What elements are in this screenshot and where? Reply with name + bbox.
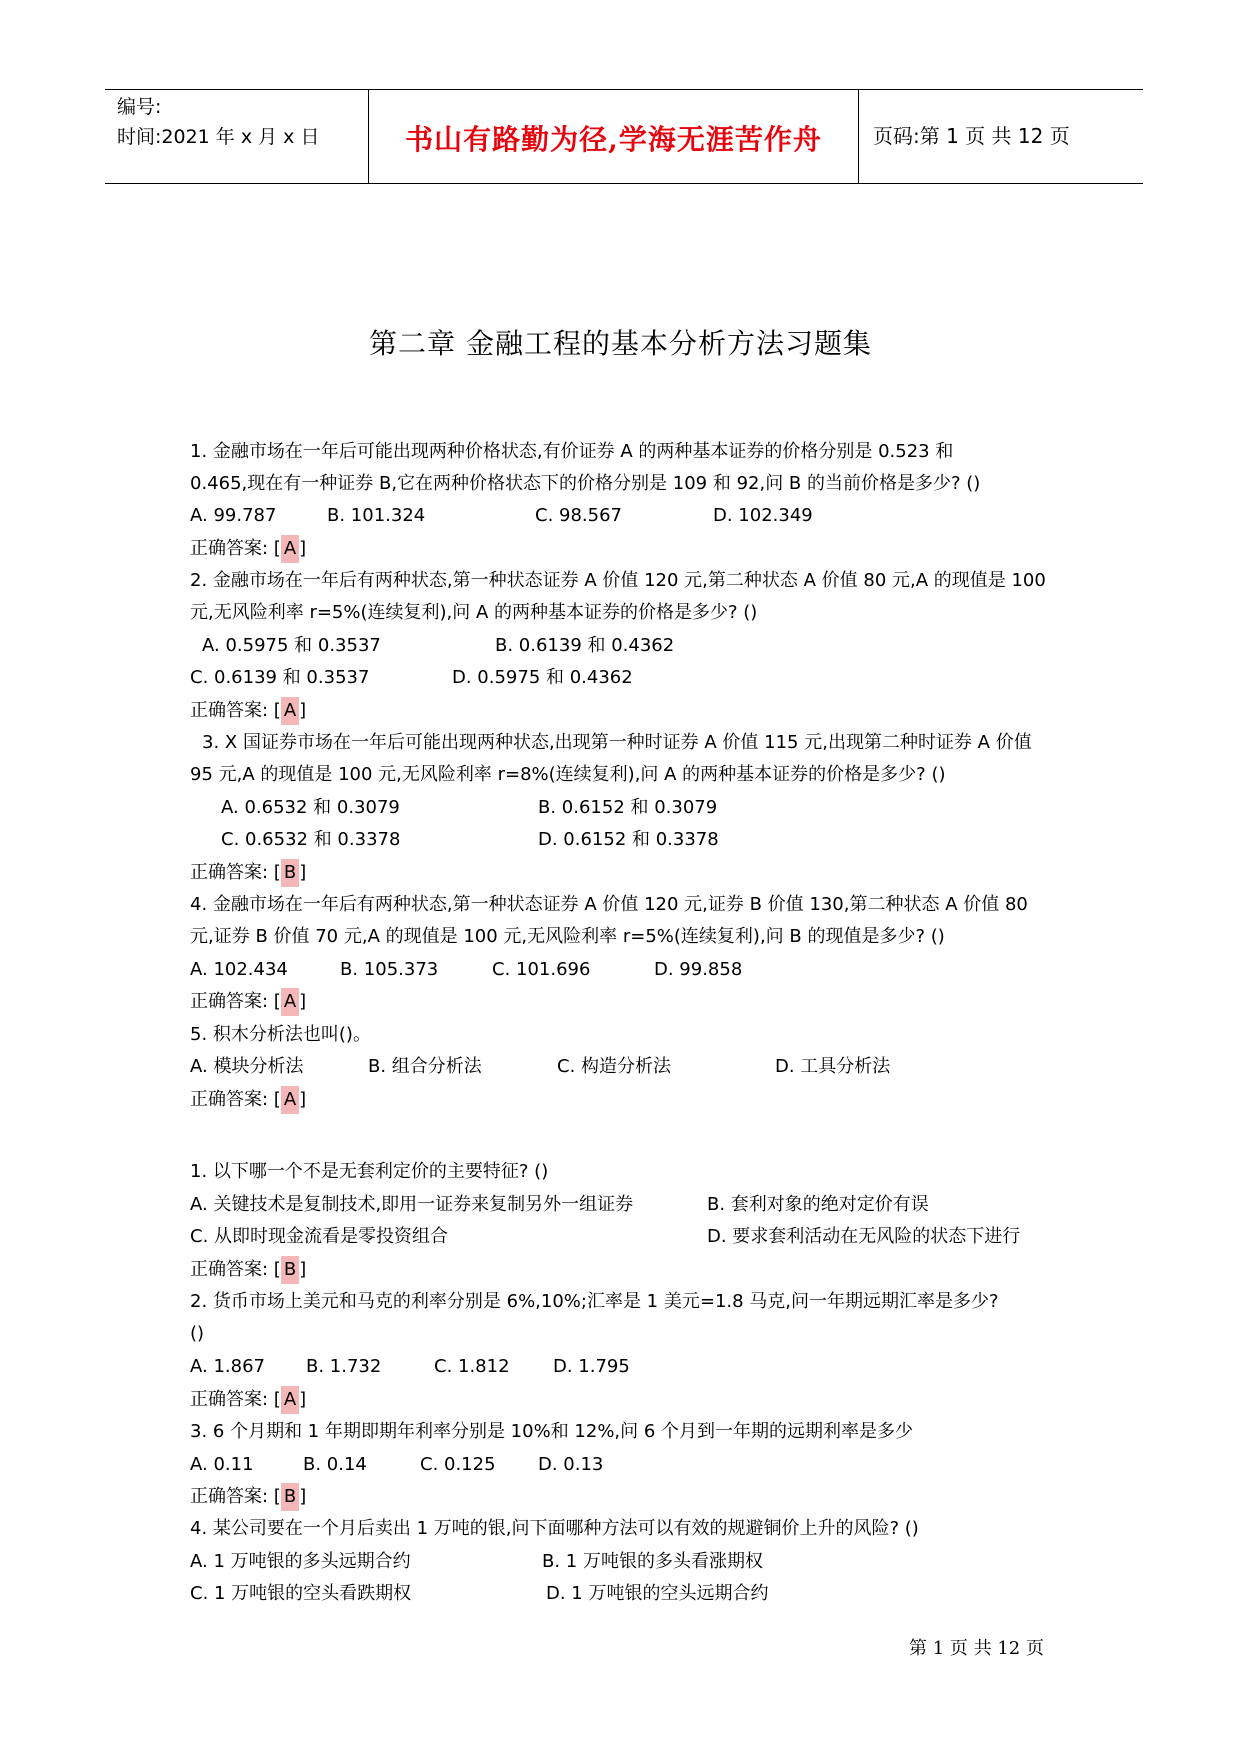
question-text: 1. 金融市场在一年后可能出现两种价格状态,有价证券 A 的两种基本证券的价格分别是 0.523 和 bbox=[190, 441, 954, 462]
question-text: 3. 6 个月期和 1 年期即期年利率分别是 10%和 12%,问 6 个月到一年期的远期利率是多少 bbox=[190, 1421, 914, 1442]
answer-value: B bbox=[281, 1256, 299, 1284]
option: A. 0.5975 和 0.3537 bbox=[202, 635, 381, 656]
option: C. 从即时现金流看是零投资组合 bbox=[190, 1226, 449, 1247]
answer-value: A bbox=[281, 988, 299, 1016]
option: B. 组合分析法 bbox=[368, 1056, 482, 1077]
option: D. 工具分析法 bbox=[775, 1056, 891, 1077]
page-header bbox=[105, 89, 1143, 184]
motto: 书山有路勤为径,学海无涯苦作舟 bbox=[405, 123, 822, 156]
answer-line: 正确答案: [ B ] bbox=[190, 1256, 306, 1284]
header-meta bbox=[117, 92, 367, 152]
option: B. 0.6139 和 0.4362 bbox=[495, 635, 675, 656]
option: D. 102.349 bbox=[713, 505, 813, 526]
answer-label: 正确答案: bbox=[190, 862, 269, 883]
question-text: 2. 金融市场在一年后有两种状态,第一种状态证券 A 价值 120 元,第二种状态 A 价值 80 元,A 的现值是 100 bbox=[190, 570, 1046, 591]
answer-line: 正确答案: [ B ] bbox=[190, 859, 306, 887]
option: A. 模块分析法 bbox=[190, 1056, 304, 1077]
option: C. 1 万吨银的空头看跌期权 bbox=[190, 1583, 412, 1604]
question-text: 3. X 国证券市场在一年后可能出现两种状态,出现第一种时证券 A 价值 115 元,出现第二种时证券 A 价值 bbox=[202, 732, 1032, 753]
answer-line: 正确答案: [ A ] bbox=[190, 535, 306, 563]
answer-value: A bbox=[281, 1386, 299, 1414]
option: D. 1.795 bbox=[553, 1356, 630, 1377]
question-text: 5. 积木分析法也叫()。 bbox=[190, 1024, 371, 1045]
question-text: () bbox=[190, 1323, 205, 1344]
answer-line: 正确答案: [ A ] bbox=[190, 1086, 306, 1114]
option: C. 101.696 bbox=[492, 959, 591, 980]
number-label: 编号: bbox=[117, 96, 162, 118]
option: B. 0.14 bbox=[303, 1454, 367, 1475]
option: C. 构造分析法 bbox=[557, 1056, 672, 1077]
option: B. 1 万吨银的多头看涨期权 bbox=[542, 1551, 763, 1572]
answer-value: B bbox=[281, 859, 299, 887]
question-text: 2. 货币市场上美元和马克的利率分别是 6%,10%;汇率是 1 美元=1.8 马克,问一年期远期汇率是多少? bbox=[190, 1291, 999, 1312]
page-info: 页码:第 1 页 共 12 页 bbox=[873, 124, 1070, 148]
question-text: 4. 金融市场在一年后有两种状态,第一种状态证券 A 价值 120 元,证券 B 价值 130,第二种状态 A 价值 80 bbox=[190, 894, 1028, 915]
answer-label: 正确答案: bbox=[190, 538, 269, 559]
answer-value: A bbox=[281, 697, 299, 725]
option: D. 0.5975 和 0.4362 bbox=[452, 667, 633, 688]
option: B. 0.6152 和 0.3079 bbox=[538, 797, 718, 818]
answer-line: 正确答案: [ B ] bbox=[190, 1483, 306, 1511]
answer-line: 正确答案: [ A ] bbox=[190, 697, 306, 725]
option: A. 1.867 bbox=[190, 1356, 265, 1377]
option: B. 105.373 bbox=[340, 959, 439, 980]
question-text: 0.465,现在有一种证券 B,它在两种价格状态下的价格分别是 109 和 92,问 B 的当前价格是多少? () bbox=[190, 473, 981, 494]
answer-value: A bbox=[281, 535, 299, 563]
question-text: 95 元,A 的现值是 100 元,无风险利率 r=8%(连续复利),问 A 的两种基本证券的价格是多少? () bbox=[190, 764, 946, 785]
option: C. 0.125 bbox=[420, 1454, 496, 1475]
option: D. 99.858 bbox=[654, 959, 743, 980]
answer-label: 正确答案: bbox=[190, 1089, 269, 1110]
answer-label: 正确答案: bbox=[190, 1486, 269, 1507]
answer-label: 正确答案: bbox=[190, 1389, 269, 1410]
option: A. 102.434 bbox=[190, 959, 288, 980]
option: A. 1 万吨银的多头远期合约 bbox=[190, 1551, 411, 1572]
option: A. 99.787 bbox=[190, 505, 277, 526]
option: A. 0.11 bbox=[190, 1454, 254, 1475]
option: C. 1.812 bbox=[434, 1356, 510, 1377]
option: A. 关键技术是复制技术,即用一证券来复制另外一组证券 bbox=[190, 1194, 634, 1215]
page-title: 第二章 金融工程的基本分析方法习题集 bbox=[369, 327, 872, 360]
question-text: 4. 某公司要在一个月后卖出 1 万吨的银,问下面哪种方法可以有效的规避铜价上升的风险? () bbox=[190, 1518, 919, 1539]
option: B. 101.324 bbox=[327, 505, 426, 526]
option: D. 0.6152 和 0.3378 bbox=[538, 829, 719, 850]
option: D. 0.13 bbox=[538, 1454, 604, 1475]
answer-line: 正确答案: [ A ] bbox=[190, 1386, 306, 1414]
answer-line: 正确答案: [ A ] bbox=[190, 988, 306, 1016]
question-text: 1. 以下哪一个不是无套利定价的主要特征? () bbox=[190, 1161, 549, 1182]
answer-label: 正确答案: bbox=[190, 1259, 269, 1280]
question-text: 元,无风险利率 r=5%(连续复利),问 A 的两种基本证券的价格是多少? () bbox=[190, 602, 758, 623]
option: D. 1 万吨银的空头远期合约 bbox=[546, 1583, 769, 1604]
option: A. 0.6532 和 0.3079 bbox=[221, 797, 400, 818]
page-footer: 第 1 页 共 12 页 bbox=[909, 1638, 1044, 1659]
option: D. 要求套利活动在无风险的状态下进行 bbox=[707, 1226, 1021, 1247]
option: C. 0.6532 和 0.3378 bbox=[221, 829, 401, 850]
answer-value: A bbox=[281, 1086, 299, 1114]
option: B. 套利对象的绝对定价有误 bbox=[707, 1194, 929, 1215]
answer-value: B bbox=[281, 1483, 299, 1511]
option: C. 0.6139 和 0.3537 bbox=[190, 667, 370, 688]
header-divider bbox=[858, 90, 859, 183]
option: B. 1.732 bbox=[306, 1356, 382, 1377]
answer-label: 正确答案: bbox=[190, 991, 269, 1012]
answer-label: 正确答案: bbox=[190, 700, 269, 721]
question-text: 元,证券 B 价值 70 元,A 的现值是 100 元,无风险利率 r=5%(连续复利),问 B 的现值是多少? () bbox=[190, 926, 945, 947]
time-label: 时间:2021 年 x 月 x 日 bbox=[117, 126, 320, 148]
option: C. 98.567 bbox=[535, 505, 622, 526]
